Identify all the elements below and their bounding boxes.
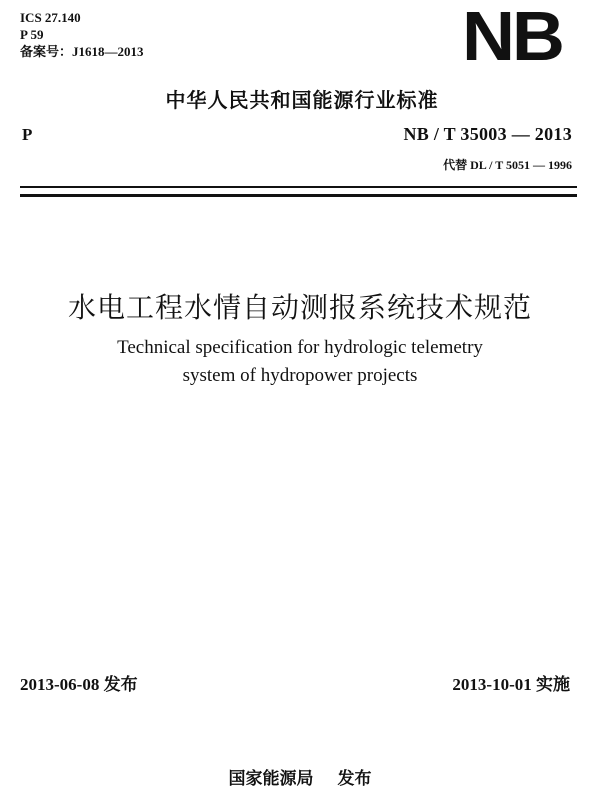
- nb-logo: NB: [462, 0, 562, 75]
- issue-date: 2013-06-08 发布: [20, 675, 138, 694]
- ics-code: ICS 27.140: [20, 10, 81, 25]
- standard-category-title: 中华人民共和国能源行业标准: [165, 88, 439, 112]
- classification-code: P 59: [20, 27, 44, 42]
- divider-thick: [20, 194, 577, 197]
- class-letter: P: [22, 125, 33, 144]
- document-title-english-line1: Technical specification for hydrologic telemetry: [117, 337, 483, 358]
- implementation-date: 2013-10-01 实施: [452, 675, 570, 694]
- publisher: 国家能源局 发布: [228, 769, 372, 789]
- document-title-chinese: 水电工程水情自动测报系统技术规范: [67, 291, 532, 324]
- standard-number: NB / T 35003 — 2013: [403, 124, 572, 144]
- divider-thin: [20, 186, 577, 188]
- replaces-standard: 代替 DL / T 5051 — 1996: [443, 158, 572, 172]
- record-number: 备案号：J1618—2013: [20, 44, 144, 59]
- document-title-english-line2: system of hydropower projects: [182, 365, 418, 386]
